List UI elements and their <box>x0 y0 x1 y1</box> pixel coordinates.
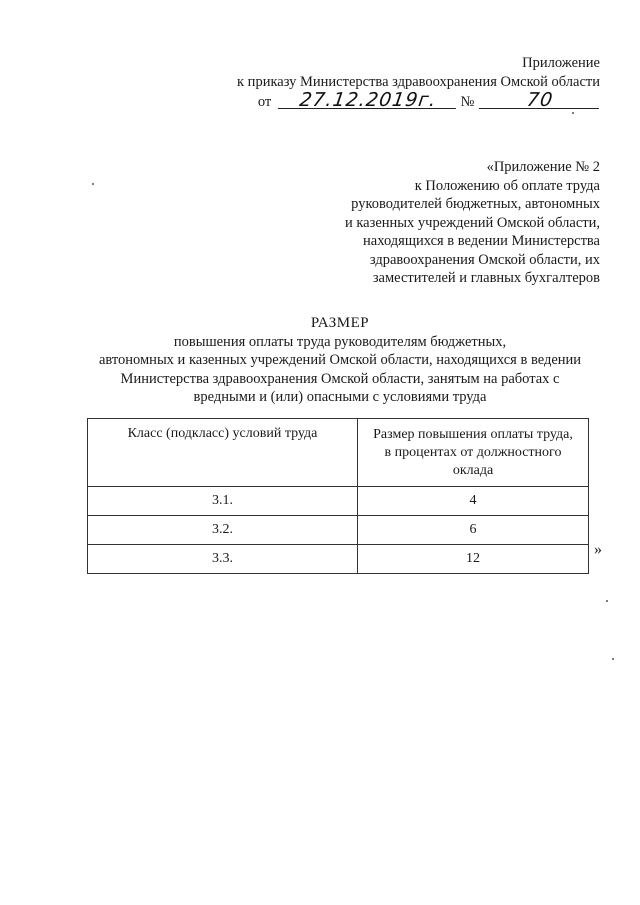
class-cell: 3.1. <box>88 487 358 516</box>
document-heading <box>60 314 620 407</box>
scan-speck <box>612 658 614 660</box>
order-reference: к приказу Министерства здравоохранения Омской области <box>237 74 600 90</box>
annex-two-line: здравоохранения Омской области, их <box>369 251 600 268</box>
class-cell: 3.2. <box>88 516 358 545</box>
heading-line: повышения оплаты труда руководителям бюджетных, <box>173 333 507 350</box>
class-cell: 3.3. <box>88 545 358 574</box>
scan-speck <box>572 112 574 114</box>
heading-line: автономных и казенных учреждений Омской области, находящихся в ведении <box>98 352 582 368</box>
annex-two-line: и казенных учреждений Омской области, <box>344 214 600 231</box>
scan-speck <box>606 600 608 602</box>
annex-label: Приложение <box>522 55 600 71</box>
scan-speck <box>92 183 94 185</box>
annex-two-line: заместителей и главных бухгалтеров <box>372 270 600 286</box>
annex-two-line: к Положению об оплате труда <box>414 177 600 194</box>
annex-two-line: руководителей бюджетных, автономных <box>351 196 600 212</box>
number-label: № <box>460 94 475 110</box>
annex-two-line: находящихся в ведении Министерства <box>363 233 600 249</box>
header-class-cell: Класс (подкласс) условий труда <box>88 419 358 487</box>
closing-quote: » <box>594 541 602 558</box>
rates-table <box>87 418 589 574</box>
table-row <box>88 487 589 516</box>
percent-cell: 12 <box>358 545 589 574</box>
heading-line: вредными и (или) опасными с условиями труда <box>193 389 487 405</box>
percent-cell: 4 <box>358 487 589 516</box>
from-label: от <box>257 94 272 110</box>
header-percent-line: оклада <box>452 462 494 478</box>
heading-line: Министерства здравоохранения Омской области, занятым на работах с <box>120 370 560 387</box>
table-header-row <box>88 419 589 487</box>
handwritten-number: 70 <box>479 92 601 109</box>
order-date-number-line <box>237 89 600 112</box>
order-annex-block <box>237 54 600 112</box>
heading-title: РАЗМЕР <box>310 315 370 331</box>
handwritten-date: 27.12.2019г. <box>278 92 458 109</box>
header-percent-line: в процентах от должностного <box>384 444 562 460</box>
annex-two-block <box>345 158 600 288</box>
table-row <box>88 516 589 545</box>
header-percent-line: Размер повышения оплаты труда, <box>373 426 573 442</box>
percent-cell: 6 <box>358 516 589 545</box>
annex-two-line: «Приложение № 2 <box>486 159 600 175</box>
table-row <box>88 545 589 574</box>
header-percent-cell <box>358 419 589 487</box>
